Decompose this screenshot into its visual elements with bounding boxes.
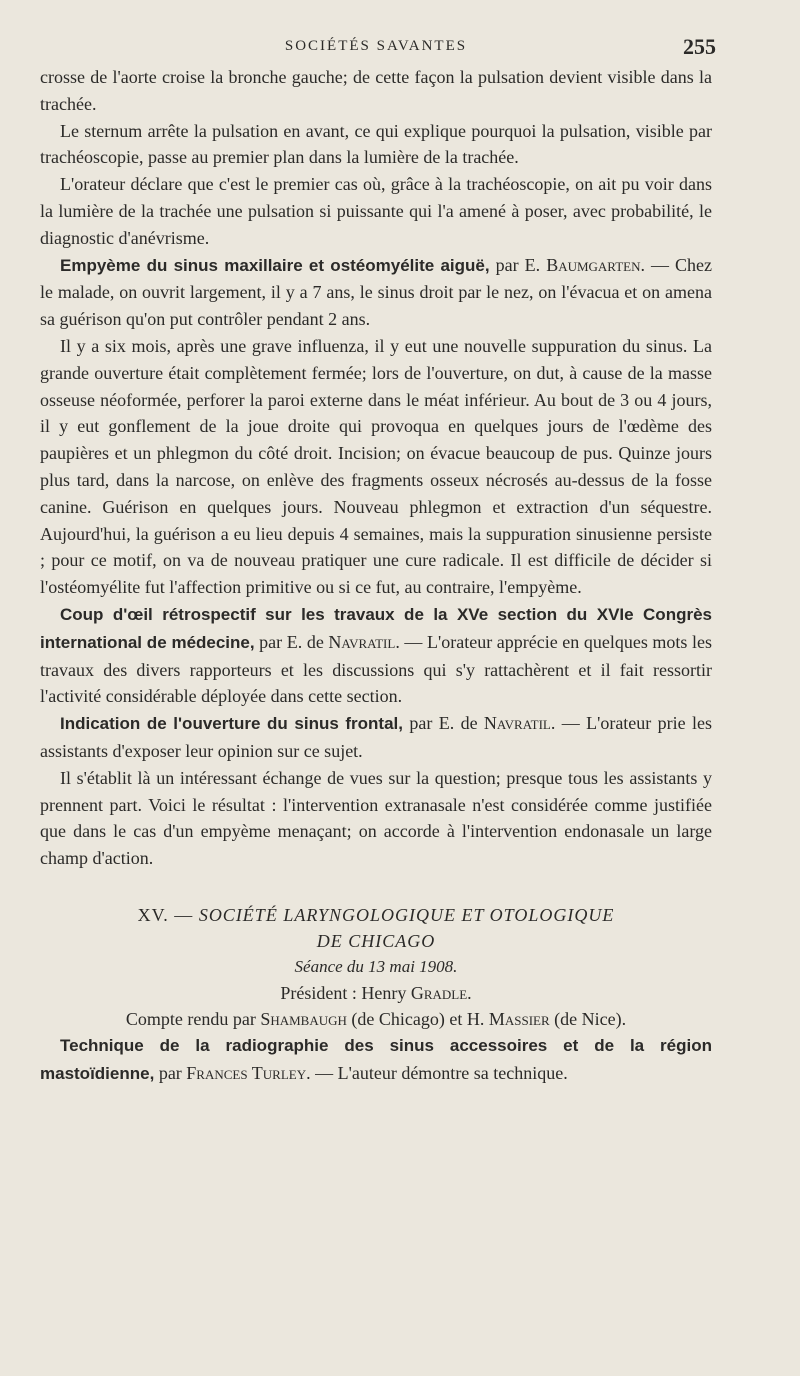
communication-technique: Technique de la radiographie des sinus accessoires et de la région mastoïdienne, par Frances Turley. — L'auteur démontre sa technique.: [40, 1035, 712, 1083]
communication-empyeme: Empyème du sinus maxillaire et ostéomyélite aiguë, par E. Baumgarten. — Chez le malade, on ouvrit largement, il y a 7 ans, le sinus droit par le nez, on l'évacua et on amena sa guérison qu'on put contrôler pendant 2 ans.: [40, 254, 713, 330]
author-name: Frances Turley: [186, 1062, 307, 1083]
page-number: 255: [683, 34, 716, 59]
paragraph: crosse de l'aorte croise la bronche gauche; de cette façon la pulsation devient visible dans la trachée.: [40, 67, 712, 114]
report-line: Compte rendu par Shambaugh (de Chicago) et H. Massier (de Nice).: [125, 1008, 627, 1029]
communication-title: Technique de la radiographie des sinus accessoires et de la région mastoïdienne,: [40, 1035, 712, 1083]
page-header: [40, 30, 716, 64]
author-name: Navratil: [328, 631, 396, 652]
communication-title: Coup d'œil rétrospectif sur les travaux de la XVe section du XVIe Congrès international de médecine,: [40, 604, 712, 652]
communication-title: Indication de l'ouverture du sinus frontal,: [60, 714, 403, 734]
section-title-line2: DE CHICAGO: [316, 930, 436, 951]
paragraph: Il s'établit là un intéressant échange de vues sur la question; presque tous les assistants y prennent part. Voici le résultat : l'intervention extranasale n'est considérée comme justifiée que dans le cas d'un empyème menaçant; on accorde à l'intervention endonasale un large champ d'action.: [40, 767, 712, 869]
communication-title: Empyème du sinus maxillaire et ostéomyélite aiguë,: [60, 255, 490, 275]
section-heading-block: [40, 902, 712, 1032]
communication-coup-doeil: Coup d'œil rétrospectif sur les travaux de la XVe section du XVIe Congrès international de médecine, par E. de Navratil. — L'orateur apprécie en quelques mots les travaux des divers rapporteurs et les discussions qui s'y rattachèrent et il fait ressortir l'activité considérable déployée dans cette section.: [40, 604, 713, 707]
article-body: [40, 64, 712, 1088]
paragraph: Le sternum arrête la pulsation en avant, ce qui explique pourquoi la pulsation, visible par trachéoscopie, passe au premier plan dans la lumière de la trachée.: [40, 120, 712, 168]
paragraph: L'orateur déclare que c'est le premier cas où, grâce à la trachéoscopie, on ait pu voir dans la lumière de la trachée une pulsation si puissante qui l'a amené à poser, avec probabilité, le diagnostic d'anévrisme.: [40, 174, 712, 248]
author-name: Navratil: [483, 713, 551, 734]
president-line: Président : Henry Gradle.: [280, 982, 472, 1003]
author-name: Baumgarten: [546, 254, 641, 275]
paragraph: Il y a six mois, après une grave influenza, il y eut une nouvelle suppuration du sinus. La grande ouverture était complètement fermée; lors de l'ouverture, on dut, à cause de la masse osseuse néoformée, perforer la paroi externe dans le méat inférieur. Au bout de 3 ou 4 jours, il y eut gonflement de la joue droite qui provoqua en quelques jours de l'œdème des paupières et un phlegmon du côté droit. Incision; on évacue beaucoup de pus. Quinze jours plus tard, dans la narcose, on enlève des fragments osseux nécrosés au-dessus de la fosse canine. Guérison en quelques jours. Nouveau phlegmon et extraction d'un séquestre. Aujourd'hui, la guérison a eu lieu depuis 4 semaines, mais la suppuration sinusienne persiste ; pour ce motif, on va de nouveau pratiquer une cure radicale. Il est difficile de décider si l'ostéomyélite fut l'affection primitive ou si ce fut, au contraire, l'empyème.: [40, 335, 712, 598]
communication-indication: Indication de l'ouverture du sinus frontal, par E. de Navratil. — L'orateur prie les assistants d'exposer leur opinion sur ce sujet.: [40, 713, 712, 761]
running-head: SOCIÉTÉS SAVANTES: [284, 38, 468, 54]
session-date: Séance du 13 mai 1908.: [294, 956, 458, 976]
section-title: XV. — SOCIÉTÉ LARYNGOLOGIQUE ET OTOLOGIQUE: [137, 904, 615, 925]
